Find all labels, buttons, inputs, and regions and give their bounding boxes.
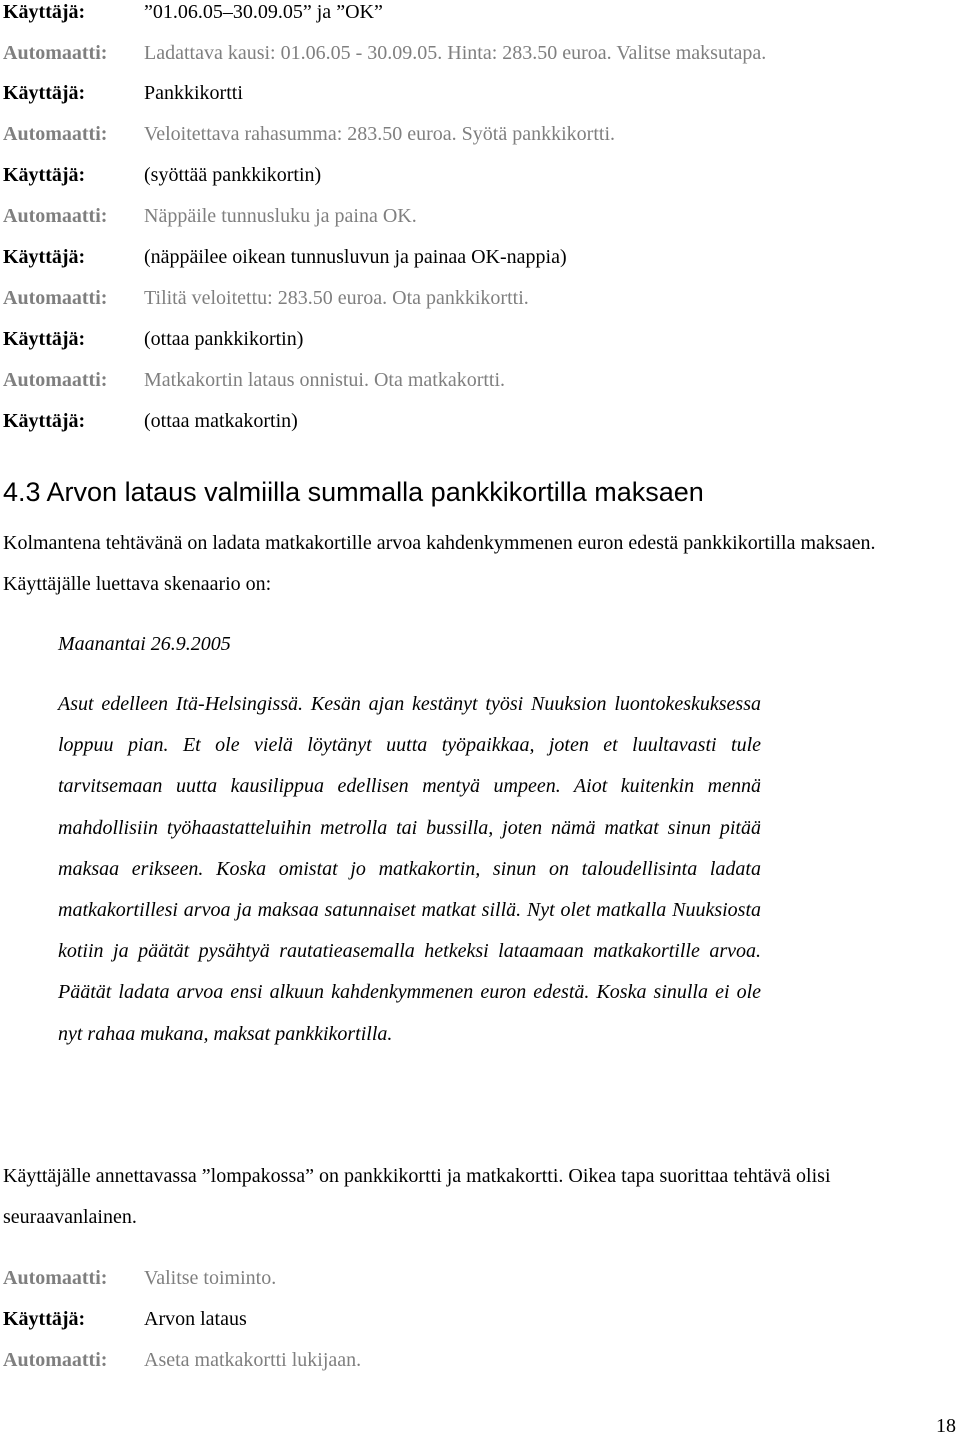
utterance-text: Veloitettava rahasumma: 283.50 euroa. Syötä pankkikortti. [144,123,615,145]
utterance-text: Arvon lataus [144,1308,247,1330]
speaker-label: Käyttäjä: [3,82,86,104]
scenario-text: Asut edelleen Itä-Helsingissä. Kesän ajan kestänyt työsi Nuuksion luontokeskuksessa loppuu pian. Et ole vielä löytänyt uutta työpaikkaa, joten et luultavasti tule tarvitsemaan uutta kausilippua edellisen mentyä umpeen. Aiot kuitenkin mennä mahdollisiin työhaastatteluihin metrolla tai bussilla, joten nämä matkat sinun pitää maksaa erikseen. Koska omistat jo matkakortin, sinun on taloudellisinta ladata matkakortillesi arvoa ja maksaa satunnaiset matkat sillä. Nyt olet matkalla Nuuksiosta kotiin ja päätät pysähtyä rautatieasemalla hetkeksi lataamaan matkakortille arvoa. Päätät ladata arvoa ensi alkuun kahdenkymmenen euron edestä. Koska sinulla ei ole nyt rahaa mukana, maksat pankkikortilla. [58,693,761,1045]
speaker-label: Automaatti: [3,123,108,145]
utterance-text: Tilitä veloitettu: 283.50 euroa. Ota pankkikortti. [144,287,529,309]
wallet-paragraph: Käyttäjälle annettavassa ”lompakossa” on pankkikortti ja matkakortti. Oikea tapa suorittaa tehtävä olisi seuraavanlainen. [3,1165,831,1228]
utterance-text: ”01.06.05–30.09.05” ja ”OK” [144,1,383,23]
speaker-label: Käyttäjä: [3,1,86,23]
utterance-text: Ladattava kausi: 01.06.05 - 30.09.05. Hinta: 283.50 euroa. Valitse maksutapa. [144,42,767,64]
speaker-label: Automaatti: [3,42,108,64]
speaker-label: Käyttäjä: [3,1308,86,1330]
utterance-text: Näppäile tunnusluku ja paina OK. [144,205,417,227]
speaker-label: Automaatti: [3,287,108,309]
utterance-text: Pankkikortti [144,82,243,104]
intro-paragraph: Kolmantena tehtävänä on ladata matkakortille arvoa kahdenkymmenen euron edestä pankkikortilla maksaen. Käyttäjälle luettava skenaario on: [3,532,876,595]
utterance-text: (ottaa matkakortin) [144,410,298,432]
speaker-label: Käyttäjä: [3,164,86,186]
section-heading: 4.3 Arvon lataus valmiilla summalla pankkikortilla maksaen [3,477,704,507]
speaker-label: Käyttäjä: [3,246,86,268]
utterance-text: Aseta matkakortti lukijaan. [144,1349,362,1371]
speaker-label: Käyttäjä: [3,328,86,350]
speaker-label: Automaatti: [3,1267,108,1289]
utterance-text: (näppäilee oikean tunnusluvun ja painaa OK-nappia) [144,246,567,268]
speaker-label: Automaatti: [3,369,108,391]
speaker-label: Automaatti: [3,1349,108,1371]
utterance-text: Valitse toiminto. [144,1267,277,1289]
speaker-label: Käyttäjä: [3,410,86,432]
scenario-date: Maanantai 26.9.2005 [58,633,231,655]
utterance-text: Matkakortin lataus onnistui. Ota matkakortti. [144,369,506,391]
utterance-text: (syöttää pankkikortin) [144,164,322,186]
utterance-text: (ottaa pankkikortin) [144,328,304,350]
page-number: 18 [936,1415,956,1437]
speaker-label: Automaatti: [3,205,108,227]
